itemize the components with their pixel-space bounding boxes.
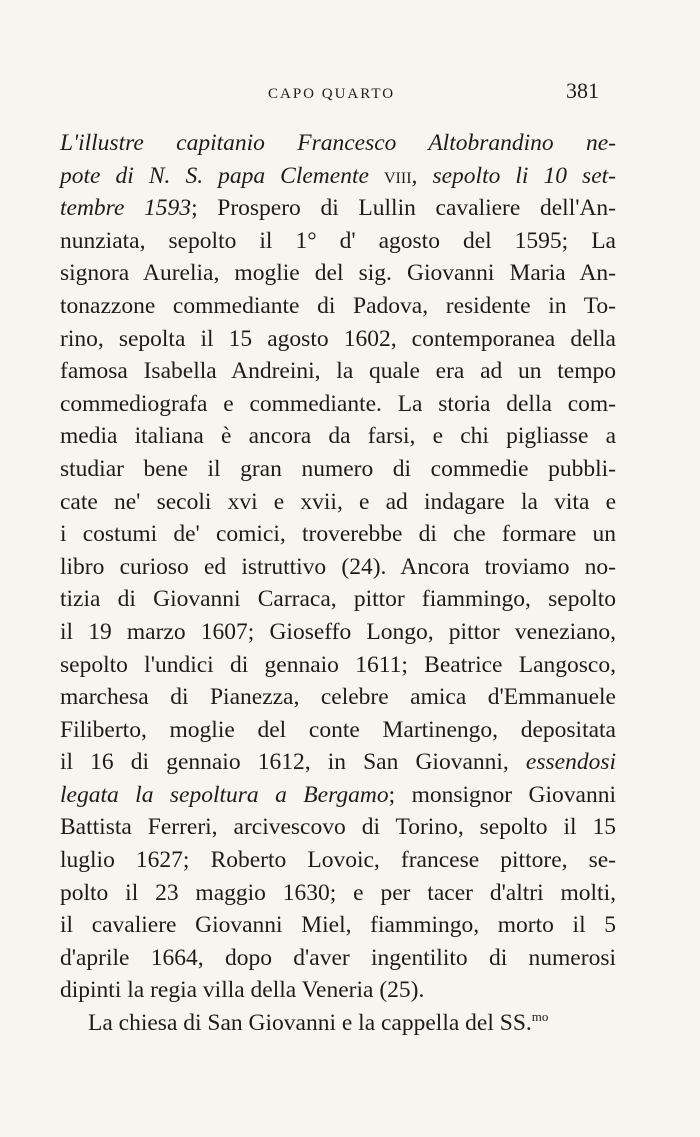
text-line	[60, 779, 616, 812]
text-line	[60, 290, 616, 323]
text-line	[60, 909, 616, 942]
text-segment: polto il 23 maggio 1630; e per tacer d'altri molti,	[60, 879, 616, 906]
italic-segment: legata la sepoltura a Bergamo	[60, 781, 389, 808]
page-number: 381	[566, 78, 599, 103]
text-segment: il cavaliere Giovanni Miel, fiammingo, morto il 5	[60, 912, 616, 939]
text-line	[60, 127, 616, 160]
text-segment: sepolto l'undici di gennaio 1611; Beatrice Langosco,	[60, 651, 616, 678]
text-line	[60, 225, 616, 258]
text-line	[60, 616, 616, 649]
text-segment: il 16 di gennaio 1612, in San Giovanni,	[60, 749, 526, 776]
text-segment: i costumi de' comici, troverebbe di che formare un	[60, 521, 616, 548]
text-segment: nunziata, sepolto il 1° d' agosto del 1595; La	[60, 227, 616, 254]
text-line	[60, 811, 616, 844]
italic-segment: pote di N. S. papa Clemente	[60, 162, 384, 189]
text-line	[60, 681, 616, 714]
text-line	[60, 877, 616, 910]
text-line	[60, 583, 616, 616]
paragraph-start-line	[60, 1007, 616, 1040]
text-segment: libro curioso ed istruttivo (24). Ancora troviamo no-	[60, 553, 616, 580]
italic-segment: tembre 1593	[60, 195, 192, 222]
text-segment: il 19 marzo 1607; Gioseffo Longo, pittor veneziano,	[60, 618, 616, 645]
text-segment: studiar bene il gran numero di commedie pubbli-	[60, 455, 616, 482]
text-line	[60, 453, 616, 486]
text-segment: marchesa di Pianezza, celebre amica d'Emmanuele	[60, 684, 616, 711]
text-line	[60, 518, 616, 551]
paragraph-end-line	[60, 974, 616, 1007]
text-line	[60, 323, 616, 356]
roman-numeral: viii	[383, 162, 412, 189]
text-line	[60, 551, 616, 584]
text-segment: Battista Ferreri, arcivescovo di Torino, sepolto il 15	[60, 814, 616, 841]
text-line	[60, 192, 616, 225]
text-segment: La chiesa di San Giovanni e la cappella del SS.	[88, 1010, 532, 1037]
text-line	[60, 714, 616, 747]
text-segment: d'aprile 1664, dopo d'aver ingentilito di numerosi	[60, 944, 616, 971]
text-line	[60, 486, 616, 519]
text-segment: rino, sepolta il 15 agosto 1602, contemporanea della	[60, 325, 616, 352]
text-segment: famosa Isabella Andreini, la quale era ad un tempo	[60, 358, 616, 385]
italic-segment: , sepolto li 10 set-	[411, 162, 616, 189]
text-segment: dipinti la regia villa della Veneria (25).	[60, 977, 425, 1004]
text-segment: tonazzone commediante di Padova, residente in To-	[60, 292, 616, 319]
text-segment: media italiana è ancora da farsi, e chi pigliasse a	[60, 423, 616, 450]
text-segment: cate ne' secoli xvi e xvii, e ad indagare la vita e	[60, 488, 616, 515]
text-line	[60, 942, 616, 975]
text-line	[60, 160, 616, 193]
running-title: CAPO QUARTO	[268, 86, 396, 102]
text-line	[60, 420, 616, 453]
italic-segment: essendosi	[525, 749, 616, 776]
italic-segment: L'illustre capitanio Francesco Altobrandino ne-	[60, 130, 616, 156]
text-line	[60, 649, 616, 682]
text-segment: tizia di Giovanni Carraca, pittor fiammingo, sepolto	[60, 586, 616, 613]
text-line	[60, 746, 616, 779]
text-segment: commediografa e commediante. La storia della com-	[60, 390, 616, 417]
text-body	[60, 127, 616, 1040]
text-segment: luglio 1627; Roberto Lovoic, francese pittore, se-	[60, 847, 616, 874]
text-segment: ; monsignor Giovanni	[388, 781, 616, 808]
text-line	[60, 355, 616, 388]
superscript: mo	[531, 1009, 549, 1025]
text-segment: Filiberto, moglie del conte Martinengo, depositata	[60, 716, 616, 743]
running-head	[0, 78, 700, 116]
text-line	[60, 257, 616, 290]
text-segment: ; Prospero di Lullin cavaliere dell'An-	[191, 195, 616, 222]
text-segment: signora Aurelia, moglie del sig. Giovanni Maria An-	[60, 260, 616, 287]
text-line	[60, 388, 616, 421]
text-line	[60, 844, 616, 877]
